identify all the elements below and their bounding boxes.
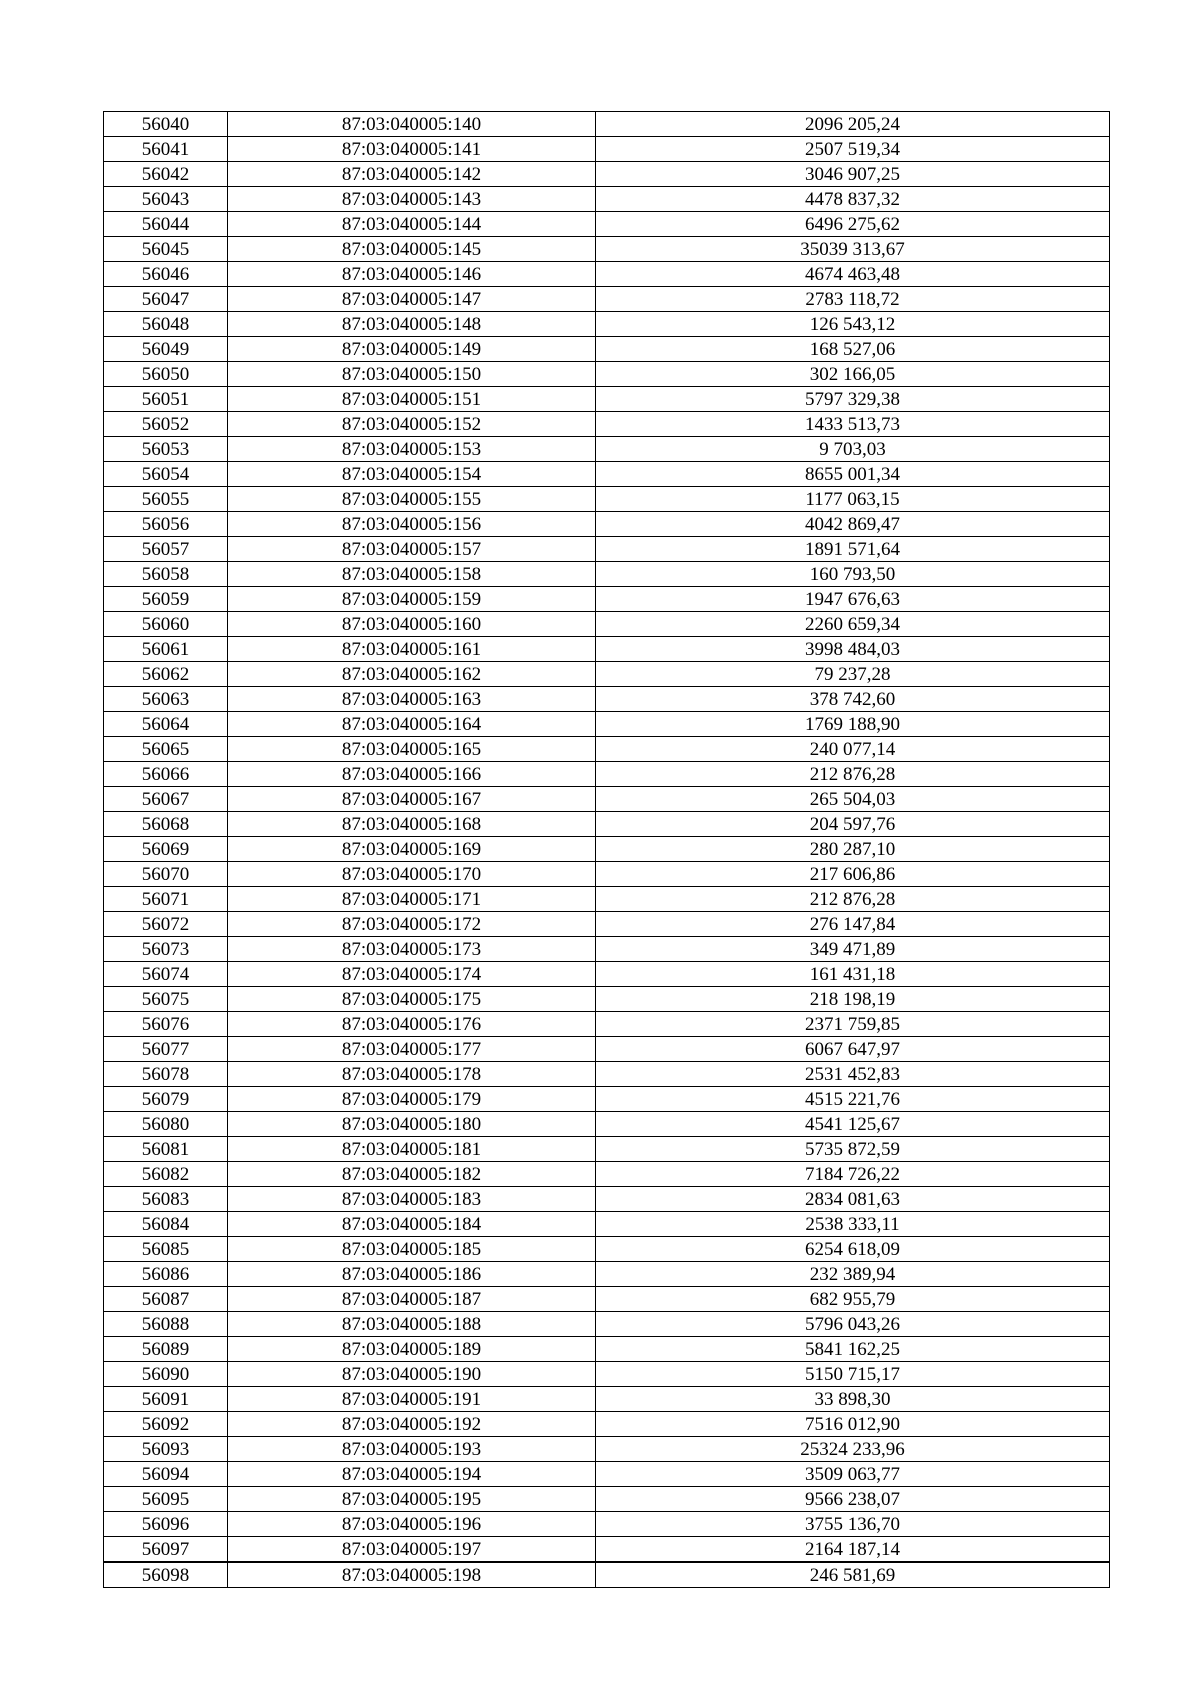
cadastral-number-cell: 87:03:040005:145 bbox=[228, 237, 596, 262]
table-row bbox=[104, 1062, 1110, 1087]
row-number-cell: 56071 bbox=[104, 887, 228, 912]
row-number-cell: 56093 bbox=[104, 1437, 228, 1462]
row-number-cell: 56081 bbox=[104, 1137, 228, 1162]
table-row bbox=[104, 1087, 1110, 1112]
row-number-cell: 56041 bbox=[104, 137, 228, 162]
table-row bbox=[104, 637, 1110, 662]
row-number-cell: 56090 bbox=[104, 1362, 228, 1387]
cadastral-value-cell: 1769 188,90 bbox=[596, 712, 1110, 737]
table-row bbox=[104, 1012, 1110, 1037]
cadastral-value-cell: 682 955,79 bbox=[596, 1287, 1110, 1312]
cadastral-number-cell: 87:03:040005:191 bbox=[228, 1387, 596, 1412]
row-number-cell: 56040 bbox=[104, 112, 228, 137]
row-number-cell: 56046 bbox=[104, 262, 228, 287]
table-row bbox=[104, 1412, 1110, 1437]
cadastral-value-cell: 2507 519,34 bbox=[596, 137, 1110, 162]
table-row bbox=[104, 662, 1110, 687]
cadastral-number-cell: 87:03:040005:153 bbox=[228, 437, 596, 462]
cadastral-number-cell: 87:03:040005:187 bbox=[228, 1287, 596, 1312]
table-row bbox=[104, 1037, 1110, 1062]
cadastral-number-cell: 87:03:040005:169 bbox=[228, 837, 596, 862]
row-number-cell: 56073 bbox=[104, 937, 228, 962]
cadastral-number-cell: 87:03:040005:163 bbox=[228, 687, 596, 712]
cadastral-number-cell: 87:03:040005:177 bbox=[228, 1037, 596, 1062]
cadastral-number-cell: 87:03:040005:172 bbox=[228, 912, 596, 937]
table-row bbox=[104, 612, 1110, 637]
table-row bbox=[104, 937, 1110, 962]
cadastral-number-cell: 87:03:040005:151 bbox=[228, 387, 596, 412]
row-number-cell: 56089 bbox=[104, 1337, 228, 1362]
cadastral-value-cell: 280 287,10 bbox=[596, 837, 1110, 862]
row-number-cell: 56097 bbox=[104, 1537, 228, 1563]
table-row bbox=[104, 187, 1110, 212]
cadastral-number-cell: 87:03:040005:196 bbox=[228, 1512, 596, 1537]
cadastral-value-cell: 5735 872,59 bbox=[596, 1137, 1110, 1162]
cadastral-value-cell: 378 742,60 bbox=[596, 687, 1110, 712]
table-row bbox=[104, 1212, 1110, 1237]
cadastral-number-cell: 87:03:040005:165 bbox=[228, 737, 596, 762]
table-row bbox=[104, 787, 1110, 812]
cadastral-value-cell: 2531 452,83 bbox=[596, 1062, 1110, 1087]
table-row bbox=[104, 737, 1110, 762]
cadastral-value-cell: 4541 125,67 bbox=[596, 1112, 1110, 1137]
cadastral-number-cell: 87:03:040005:182 bbox=[228, 1162, 596, 1187]
row-number-cell: 56068 bbox=[104, 812, 228, 837]
table-row bbox=[104, 137, 1110, 162]
cadastral-value-cell: 5841 162,25 bbox=[596, 1337, 1110, 1362]
cadastral-value-cell: 232 389,94 bbox=[596, 1262, 1110, 1287]
table-row bbox=[104, 1162, 1110, 1187]
cadastral-number-cell: 87:03:040005:166 bbox=[228, 762, 596, 787]
row-number-cell: 56078 bbox=[104, 1062, 228, 1087]
table-row bbox=[104, 1237, 1110, 1262]
cadastral-value-cell: 4515 221,76 bbox=[596, 1087, 1110, 1112]
table-row bbox=[104, 1537, 1110, 1563]
table-row bbox=[104, 1137, 1110, 1162]
cadastral-number-cell: 87:03:040005:155 bbox=[228, 487, 596, 512]
cadastral-number-cell: 87:03:040005:142 bbox=[228, 162, 596, 187]
row-number-cell: 56061 bbox=[104, 637, 228, 662]
cadastral-number-cell: 87:03:040005:174 bbox=[228, 962, 596, 987]
row-number-cell: 56048 bbox=[104, 312, 228, 337]
cadastral-value-cell: 5150 715,17 bbox=[596, 1362, 1110, 1387]
table-row bbox=[104, 287, 1110, 312]
cadastral-number-cell: 87:03:040005:193 bbox=[228, 1437, 596, 1462]
row-number-cell: 56077 bbox=[104, 1037, 228, 1062]
table-body bbox=[104, 112, 1110, 1588]
cadastral-value-cell: 2164 187,14 bbox=[596, 1537, 1110, 1563]
cadastral-number-cell: 87:03:040005:195 bbox=[228, 1487, 596, 1512]
table-row bbox=[104, 1562, 1110, 1588]
cadastral-value-cell: 9566 238,07 bbox=[596, 1487, 1110, 1512]
table-row bbox=[104, 212, 1110, 237]
row-number-cell: 56074 bbox=[104, 962, 228, 987]
cadastral-value-cell: 246 581,69 bbox=[596, 1562, 1110, 1588]
cadastral-number-cell: 87:03:040005:148 bbox=[228, 312, 596, 337]
cadastral-number-cell: 87:03:040005:168 bbox=[228, 812, 596, 837]
cadastral-number-cell: 87:03:040005:189 bbox=[228, 1337, 596, 1362]
row-number-cell: 56065 bbox=[104, 737, 228, 762]
row-number-cell: 56082 bbox=[104, 1162, 228, 1187]
cadastral-value-cell: 1947 676,63 bbox=[596, 587, 1110, 612]
cadastral-number-cell: 87:03:040005:183 bbox=[228, 1187, 596, 1212]
cadastral-value-cell: 217 606,86 bbox=[596, 862, 1110, 887]
row-number-cell: 56054 bbox=[104, 462, 228, 487]
table-row bbox=[104, 712, 1110, 737]
table-row bbox=[104, 237, 1110, 262]
row-number-cell: 56079 bbox=[104, 1087, 228, 1112]
table-row bbox=[104, 112, 1110, 137]
cadastral-number-cell: 87:03:040005:188 bbox=[228, 1312, 596, 1337]
row-number-cell: 56088 bbox=[104, 1312, 228, 1337]
row-number-cell: 56098 bbox=[104, 1562, 228, 1588]
row-number-cell: 56047 bbox=[104, 287, 228, 312]
table-row bbox=[104, 1437, 1110, 1462]
cadastral-value-cell: 25324 233,96 bbox=[596, 1437, 1110, 1462]
cadastral-value-cell: 5797 329,38 bbox=[596, 387, 1110, 412]
cadastral-value-cell: 33 898,30 bbox=[596, 1387, 1110, 1412]
cadastral-number-cell: 87:03:040005:164 bbox=[228, 712, 596, 737]
cadastral-value-cell: 7516 012,90 bbox=[596, 1412, 1110, 1437]
cadastral-value-cell: 6067 647,97 bbox=[596, 1037, 1110, 1062]
cadastral-number-cell: 87:03:040005:141 bbox=[228, 137, 596, 162]
row-number-cell: 56056 bbox=[104, 512, 228, 537]
cadastral-value-cell: 5796 043,26 bbox=[596, 1312, 1110, 1337]
row-number-cell: 56083 bbox=[104, 1187, 228, 1212]
cadastral-number-cell: 87:03:040005:152 bbox=[228, 412, 596, 437]
table-row bbox=[104, 1262, 1110, 1287]
cadastral-value-cell: 265 504,03 bbox=[596, 787, 1110, 812]
cadastral-value-cell: 2371 759,85 bbox=[596, 1012, 1110, 1037]
cadastral-value-cell: 4042 869,47 bbox=[596, 512, 1110, 537]
cadastral-number-cell: 87:03:040005:180 bbox=[228, 1112, 596, 1137]
table-row bbox=[104, 912, 1110, 937]
cadastral-number-cell: 87:03:040005:175 bbox=[228, 987, 596, 1012]
cadastral-number-cell: 87:03:040005:190 bbox=[228, 1362, 596, 1387]
row-number-cell: 56072 bbox=[104, 912, 228, 937]
table-row bbox=[104, 462, 1110, 487]
row-number-cell: 56044 bbox=[104, 212, 228, 237]
table-row bbox=[104, 1287, 1110, 1312]
row-number-cell: 56095 bbox=[104, 1487, 228, 1512]
row-number-cell: 56091 bbox=[104, 1387, 228, 1412]
cadastral-value-cell: 7184 726,22 bbox=[596, 1162, 1110, 1187]
table-row bbox=[104, 862, 1110, 887]
row-number-cell: 56096 bbox=[104, 1512, 228, 1537]
row-number-cell: 56069 bbox=[104, 837, 228, 862]
cadastral-value-cell: 1177 063,15 bbox=[596, 487, 1110, 512]
cadastral-value-cell: 3509 063,77 bbox=[596, 1462, 1110, 1487]
table-row bbox=[104, 1112, 1110, 1137]
cadastral-value-cell: 79 237,28 bbox=[596, 662, 1110, 687]
cadastral-number-cell: 87:03:040005:176 bbox=[228, 1012, 596, 1037]
table-row bbox=[104, 887, 1110, 912]
cadastral-number-cell: 87:03:040005:146 bbox=[228, 262, 596, 287]
table-row bbox=[104, 687, 1110, 712]
row-number-cell: 56084 bbox=[104, 1212, 228, 1237]
cadastral-value-cell: 4674 463,48 bbox=[596, 262, 1110, 287]
table-row bbox=[104, 337, 1110, 362]
cadastral-number-cell: 87:03:040005:181 bbox=[228, 1137, 596, 1162]
table-row bbox=[104, 362, 1110, 387]
row-number-cell: 56086 bbox=[104, 1262, 228, 1287]
row-number-cell: 56055 bbox=[104, 487, 228, 512]
cadastral-value-cell: 9 703,03 bbox=[596, 437, 1110, 462]
cadastral-value-cell: 6254 618,09 bbox=[596, 1237, 1110, 1262]
cadastral-number-cell: 87:03:040005:149 bbox=[228, 337, 596, 362]
table-row bbox=[104, 1512, 1110, 1537]
cadastral-value-cell: 302 166,05 bbox=[596, 362, 1110, 387]
cadastral-number-cell: 87:03:040005:167 bbox=[228, 787, 596, 812]
cadastral-number-cell: 87:03:040005:186 bbox=[228, 1262, 596, 1287]
row-number-cell: 56070 bbox=[104, 862, 228, 887]
cadastral-number-cell: 87:03:040005:184 bbox=[228, 1212, 596, 1237]
table-row bbox=[104, 987, 1110, 1012]
cadastral-number-cell: 87:03:040005:173 bbox=[228, 937, 596, 962]
cadastral-number-cell: 87:03:040005:150 bbox=[228, 362, 596, 387]
table-row bbox=[104, 962, 1110, 987]
table-row bbox=[104, 762, 1110, 787]
cadastral-number-cell: 87:03:040005:159 bbox=[228, 587, 596, 612]
cadastral-value-cell: 3998 484,03 bbox=[596, 637, 1110, 662]
table-row bbox=[104, 562, 1110, 587]
row-number-cell: 56066 bbox=[104, 762, 228, 787]
cadastral-number-cell: 87:03:040005:154 bbox=[228, 462, 596, 487]
cadastral-value-cell: 349 471,89 bbox=[596, 937, 1110, 962]
table-row bbox=[104, 412, 1110, 437]
row-number-cell: 56052 bbox=[104, 412, 228, 437]
cadastral-value-cell: 160 793,50 bbox=[596, 562, 1110, 587]
cadastral-value-cell: 35039 313,67 bbox=[596, 237, 1110, 262]
table-row bbox=[104, 512, 1110, 537]
cadastral-value-cell: 4478 837,32 bbox=[596, 187, 1110, 212]
row-number-cell: 56043 bbox=[104, 187, 228, 212]
table-row bbox=[104, 387, 1110, 412]
cadastral-number-cell: 87:03:040005:170 bbox=[228, 862, 596, 887]
cadastral-value-cell: 212 876,28 bbox=[596, 887, 1110, 912]
row-number-cell: 56057 bbox=[104, 537, 228, 562]
row-number-cell: 56045 bbox=[104, 237, 228, 262]
table-row bbox=[104, 837, 1110, 862]
cadastral-value-cell: 168 527,06 bbox=[596, 337, 1110, 362]
table-row bbox=[104, 262, 1110, 287]
cadastral-value-cell: 2096 205,24 bbox=[596, 112, 1110, 137]
table-row bbox=[104, 437, 1110, 462]
row-number-cell: 56042 bbox=[104, 162, 228, 187]
cadastral-value-table bbox=[103, 111, 1110, 1588]
cadastral-number-cell: 87:03:040005:197 bbox=[228, 1537, 596, 1563]
cadastral-value-cell: 2260 659,34 bbox=[596, 612, 1110, 637]
table-row bbox=[104, 1387, 1110, 1412]
cadastral-value-cell: 240 077,14 bbox=[596, 737, 1110, 762]
table-row bbox=[104, 162, 1110, 187]
table-row bbox=[104, 812, 1110, 837]
row-number-cell: 56058 bbox=[104, 562, 228, 587]
cadastral-value-cell: 212 876,28 bbox=[596, 762, 1110, 787]
row-number-cell: 56050 bbox=[104, 362, 228, 387]
cadastral-value-cell: 2783 118,72 bbox=[596, 287, 1110, 312]
row-number-cell: 56053 bbox=[104, 437, 228, 462]
cadastral-number-cell: 87:03:040005:161 bbox=[228, 637, 596, 662]
cadastral-number-cell: 87:03:040005:160 bbox=[228, 612, 596, 637]
cadastral-number-cell: 87:03:040005:144 bbox=[228, 212, 596, 237]
cadastral-number-cell: 87:03:040005:147 bbox=[228, 287, 596, 312]
table-row bbox=[104, 1487, 1110, 1512]
row-number-cell: 56060 bbox=[104, 612, 228, 637]
cadastral-value-cell: 161 431,18 bbox=[596, 962, 1110, 987]
table-row bbox=[104, 1187, 1110, 1212]
row-number-cell: 56067 bbox=[104, 787, 228, 812]
cadastral-number-cell: 87:03:040005:171 bbox=[228, 887, 596, 912]
table-row bbox=[104, 1337, 1110, 1362]
cadastral-number-cell: 87:03:040005:162 bbox=[228, 662, 596, 687]
cadastral-value-cell: 276 147,84 bbox=[596, 912, 1110, 937]
row-number-cell: 56063 bbox=[104, 687, 228, 712]
row-number-cell: 56080 bbox=[104, 1112, 228, 1137]
row-number-cell: 56094 bbox=[104, 1462, 228, 1487]
table-row bbox=[104, 312, 1110, 337]
cadastral-value-cell: 6496 275,62 bbox=[596, 212, 1110, 237]
cadastral-value-cell: 204 597,76 bbox=[596, 812, 1110, 837]
cadastral-number-cell: 87:03:040005:192 bbox=[228, 1412, 596, 1437]
cadastral-number-cell: 87:03:040005:156 bbox=[228, 512, 596, 537]
table-row bbox=[104, 587, 1110, 612]
cadastral-value-cell: 2834 081,63 bbox=[596, 1187, 1110, 1212]
row-number-cell: 56064 bbox=[104, 712, 228, 737]
cadastral-number-cell: 87:03:040005:178 bbox=[228, 1062, 596, 1087]
table-row bbox=[104, 1312, 1110, 1337]
row-number-cell: 56059 bbox=[104, 587, 228, 612]
row-number-cell: 56092 bbox=[104, 1412, 228, 1437]
row-number-cell: 56051 bbox=[104, 387, 228, 412]
cadastral-number-cell: 87:03:040005:179 bbox=[228, 1087, 596, 1112]
cadastral-value-cell: 3046 907,25 bbox=[596, 162, 1110, 187]
table-row bbox=[104, 1462, 1110, 1487]
row-number-cell: 56087 bbox=[104, 1287, 228, 1312]
cadastral-value-cell: 2538 333,11 bbox=[596, 1212, 1110, 1237]
cadastral-value-cell: 126 543,12 bbox=[596, 312, 1110, 337]
row-number-cell: 56062 bbox=[104, 662, 228, 687]
cadastral-number-cell: 87:03:040005:143 bbox=[228, 187, 596, 212]
cadastral-value-cell: 1433 513,73 bbox=[596, 412, 1110, 437]
cadastral-number-cell: 87:03:040005:158 bbox=[228, 562, 596, 587]
row-number-cell: 56075 bbox=[104, 987, 228, 1012]
cadastral-value-cell: 218 198,19 bbox=[596, 987, 1110, 1012]
cadastral-number-cell: 87:03:040005:157 bbox=[228, 537, 596, 562]
cadastral-number-cell: 87:03:040005:194 bbox=[228, 1462, 596, 1487]
cadastral-number-cell: 87:03:040005:198 bbox=[228, 1562, 596, 1588]
row-number-cell: 56085 bbox=[104, 1237, 228, 1262]
cadastral-value-cell: 8655 001,34 bbox=[596, 462, 1110, 487]
table-row bbox=[104, 487, 1110, 512]
cadastral-value-cell: 3755 136,70 bbox=[596, 1512, 1110, 1537]
row-number-cell: 56076 bbox=[104, 1012, 228, 1037]
row-number-cell: 56049 bbox=[104, 337, 228, 362]
table-row bbox=[104, 1362, 1110, 1387]
cadastral-number-cell: 87:03:040005:185 bbox=[228, 1237, 596, 1262]
cadastral-value-cell: 1891 571,64 bbox=[596, 537, 1110, 562]
cadastral-number-cell: 87:03:040005:140 bbox=[228, 112, 596, 137]
table-row bbox=[104, 537, 1110, 562]
